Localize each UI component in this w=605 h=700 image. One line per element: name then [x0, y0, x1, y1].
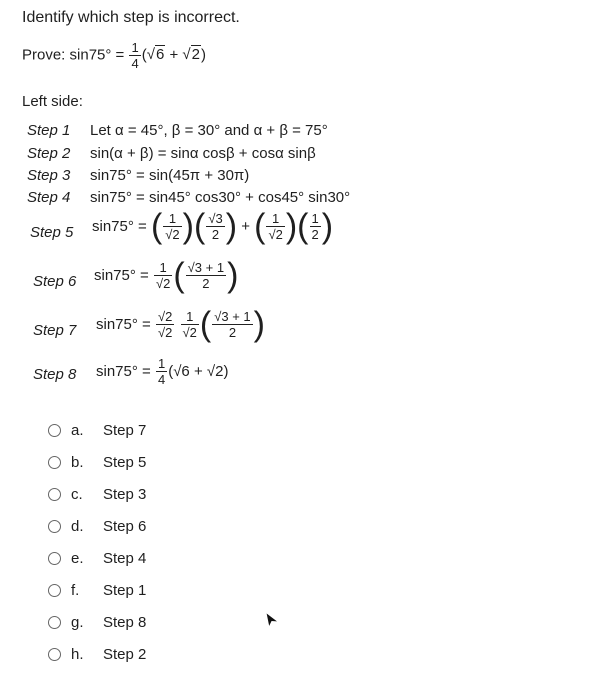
step-3-label: Step 3 — [27, 167, 71, 184]
option-g[interactable] — [48, 614, 146, 631]
prove-label: Prove: sin75° = — [22, 46, 125, 64]
step-2-label: Step 2 — [27, 145, 71, 162]
option-letter: f. — [71, 582, 80, 599]
option-letter: c. — [71, 486, 83, 503]
step-6-frac-2 — [186, 260, 226, 291]
option-letter: a. — [71, 422, 84, 439]
radio-button[interactable] — [48, 552, 61, 565]
option-label: Step 3 — [103, 486, 147, 503]
option-label: Step 7 — [103, 422, 147, 439]
option-e[interactable] — [48, 550, 146, 567]
left-side-label: Left side: — [22, 93, 83, 110]
radio-button[interactable] — [48, 424, 61, 437]
step-5-frac-3 — [266, 211, 284, 242]
sqrt2: √2 — [182, 46, 200, 64]
frac-num: 1 — [157, 356, 166, 371]
frac-num: 1 — [266, 211, 284, 227]
step-7-expression: sin75° = $\frac{√2}{√2}$ $\frac{1}{√2}$ ( $\frac{√3 + 1}{2}$ ) — [96, 305, 265, 344]
step-7-frac-1 — [156, 309, 174, 340]
step-1-label: Step 1 — [27, 122, 71, 139]
frac-den: 2 — [311, 227, 319, 242]
option-letter: e. — [71, 550, 84, 567]
option-f[interactable] — [48, 582, 146, 599]
prove-statement — [22, 40, 206, 71]
step-6-frac-1 — [154, 260, 172, 291]
radio-button[interactable] — [48, 488, 61, 501]
option-letter: d. — [71, 518, 84, 535]
step-6-label: Step 6 — [33, 273, 77, 290]
step-8-frac — [156, 356, 167, 387]
step-5-frac-2 — [206, 211, 224, 242]
frac-den: 2 — [202, 276, 210, 291]
frac-num: 1 — [154, 260, 172, 276]
option-d[interactable] — [48, 518, 146, 535]
option-letter: h. — [71, 646, 84, 663]
radio-button[interactable] — [48, 616, 61, 629]
option-letter: b. — [71, 454, 84, 471]
frac-num: 1 — [311, 211, 319, 226]
frac-den: √2 — [182, 325, 197, 340]
sqrt6-radicand: 6 — [155, 46, 165, 64]
prove-fraction — [129, 40, 140, 71]
option-b[interactable] — [48, 454, 146, 471]
step-7-frac-3 — [212, 309, 252, 340]
step-1-text: Let α = 45°, β = 30° and α + β = 75° — [90, 122, 328, 139]
step-4-label: Step 4 — [27, 189, 71, 206]
step-5-plus: + — [241, 218, 250, 235]
radio-button[interactable] — [48, 520, 61, 533]
radio-button[interactable] — [48, 584, 61, 597]
prove-close-paren: ) — [200, 46, 206, 64]
option-label: Step 4 — [103, 550, 147, 567]
sqrt2-radicand: 2 — [191, 46, 200, 64]
prove-fraction-denominator: 4 — [131, 56, 139, 71]
option-label: Step 6 — [103, 518, 147, 535]
frac-num: √3 + 1 — [214, 309, 251, 324]
option-label: Step 5 — [103, 454, 147, 471]
step-8-label: Step 8 — [33, 366, 77, 383]
frac-den: √2 — [157, 325, 173, 340]
frac-den: √2 — [155, 276, 171, 291]
sqrt6: √6 — [146, 46, 165, 64]
option-c[interactable] — [48, 486, 146, 503]
question-text: Identify which step is incorrect. — [22, 9, 240, 26]
option-label: Step 2 — [103, 646, 147, 663]
option-label: Step 8 — [103, 614, 147, 631]
option-label: Step 1 — [103, 582, 147, 599]
frac-den: 2 — [228, 325, 237, 340]
frac-den: 4 — [157, 372, 166, 387]
frac-num: √2 — [157, 309, 173, 324]
step-2-text: sin(α + β) = sinα cosβ + cosα sinβ — [90, 145, 316, 162]
prove-plus: + — [169, 46, 179, 64]
prove-open-paren: ( — [141, 46, 147, 64]
step-5-expression: sin75° = ( $\frac{1}{√2}$ )( $\frac{√3}{2}$ ) + ( $\frac{1}{√2}$ )( $\frac{1}{2}$ ) — [92, 207, 334, 246]
frac-den: √2 — [268, 227, 283, 242]
frac-num: 1 — [163, 211, 181, 227]
frac-num: √3 — [208, 211, 223, 226]
frac-num: 1 — [181, 309, 199, 325]
radio-button[interactable] — [48, 648, 61, 661]
frac-num: √3 + 1 — [187, 260, 225, 275]
step-5-label: Step 5 — [30, 224, 74, 241]
mouse-cursor-icon — [264, 611, 278, 627]
step-7-label: Step 7 — [33, 322, 77, 339]
step-6-lhs: sin75° = — [94, 267, 149, 284]
step-5-frac-1 — [163, 211, 181, 242]
frac-den: 2 — [211, 227, 220, 242]
radio-button[interactable] — [48, 456, 61, 469]
step-6-expression: sin75° = $\frac{1}{√2}$ ( $\frac{√3 + 1}{2}$ ) — [94, 256, 239, 295]
frac-den: √2 — [165, 227, 180, 242]
step-5-lhs: sin75° = — [92, 218, 147, 235]
step-4-text: sin75° = sin45° cos30° + cos45° sin30° — [90, 189, 351, 206]
step-7-frac-2 — [181, 309, 199, 340]
option-a[interactable] — [48, 422, 146, 439]
option-h[interactable] — [48, 646, 146, 663]
step-8-rest: (√6 + √2) — [168, 363, 229, 380]
step-7-lhs: sin75° = — [96, 316, 151, 333]
option-letter: g. — [71, 614, 84, 631]
step-8-expression — [96, 356, 228, 387]
prove-fraction-numerator: 1 — [131, 40, 139, 55]
step-5-frac-4 — [310, 211, 321, 242]
step-8-lhs: sin75° = — [96, 363, 151, 380]
step-3-text: sin75° = sin(45π + 30π) — [90, 167, 250, 184]
